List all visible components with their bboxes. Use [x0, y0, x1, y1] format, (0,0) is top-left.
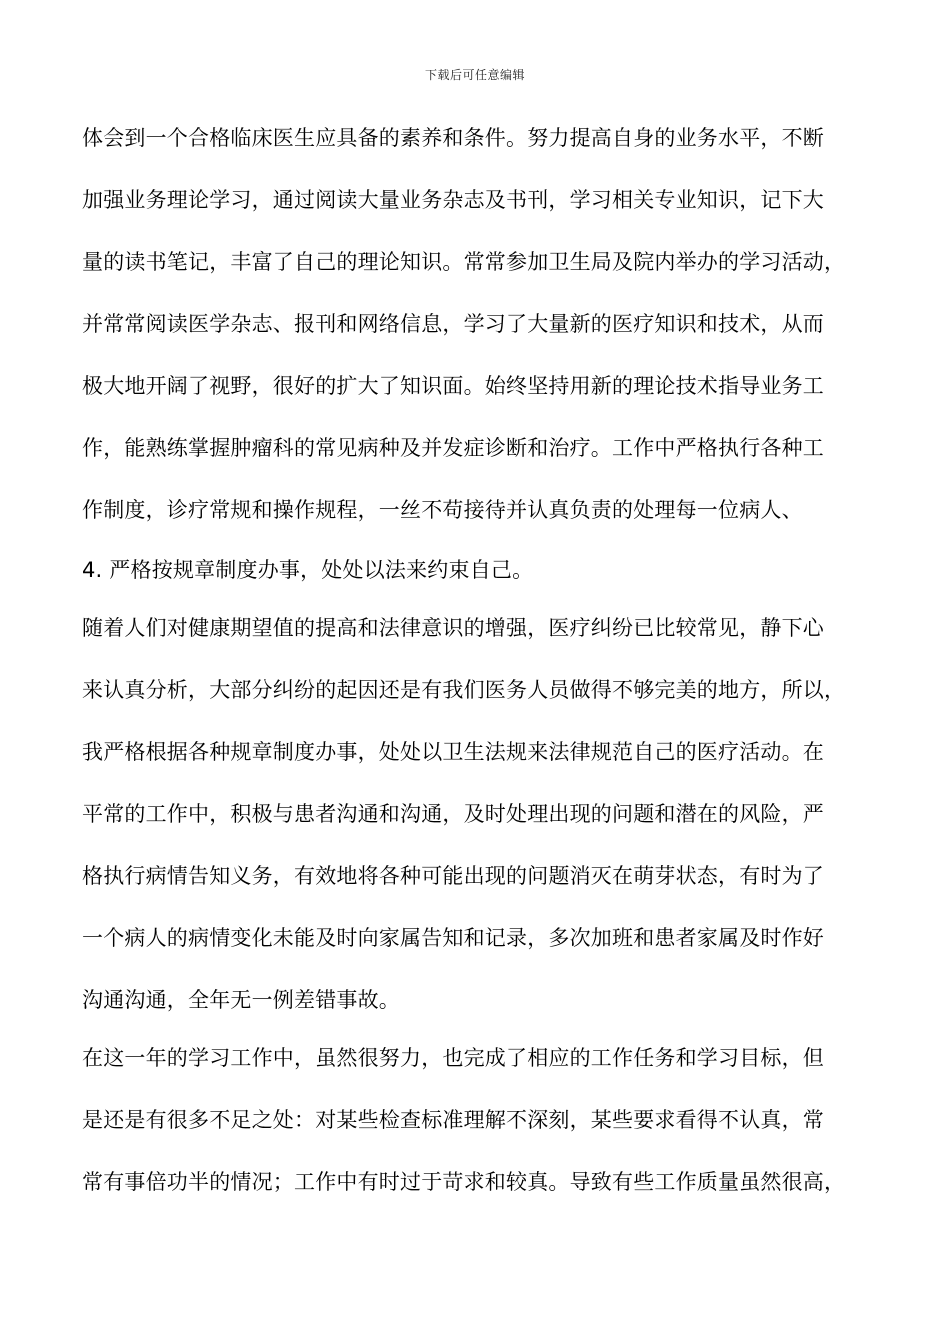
body-line-18: 常有事倍功半的情况；工作中有时过于苛求和较真。导致有些工作质量虽然很高，	[82, 1170, 846, 1194]
body-line-9: 随着人们对健康期望值的提高和法律意识的增强，医疗纠纷已比较常见，静下心	[82, 616, 824, 640]
page-header: 下载后可任意编辑	[424, 68, 525, 82]
body-line-13: 格执行病情告知义务，有效地将各种可能出现的问题消灭在萌芽状态，有时为了	[82, 864, 824, 888]
body-line-1: 体会到一个合格临床医生应具备的素养和条件。努力提高自身的业务水平，不断	[82, 126, 824, 150]
body-line-2: 加强业务理论学习，通过阅读大量业务杂志及书刊，学习相关专业知识，记下大	[82, 188, 824, 212]
body-line-15: 沟通沟通，全年无一例差错事故。	[82, 988, 400, 1012]
body-line-17: 是还是有很多不足之处：对某些检查标准理解不深刻，某些要求看得不认真，常	[82, 1108, 824, 1132]
body-line-6: 作，能熟练掌握肿瘤科的常见病种及并发症诊断和治疗。工作中严格执行各种工	[82, 436, 824, 460]
body-line-14: 一个病人的病情变化未能及时向家属告知和记录，多次加班和患者家属及时作好	[82, 926, 824, 950]
body-line-11: 我严格根据各种规章制度办事，处处以卫生法规来法律规范自己的医疗活动。在	[82, 740, 824, 764]
body-line-5: 极大地开阔了视野，很好的扩大了知识面。始终坚持用新的理论技术指导业务工	[82, 374, 824, 398]
body-line-4: 并常常阅读医学杂志、报刊和网络信息，学习了大量新的医疗知识和技术，从而	[82, 312, 824, 336]
body-line-3: 量的读书笔记，丰富了自己的理论知识。常常参加卫生局及院内举办的学习活动，	[82, 250, 846, 274]
body-line-12: 平常的工作中，积极与患者沟通和沟通，及时处理出现的问题和潜在的风险，严	[82, 802, 824, 826]
section-heading: 4. 严格按规章制度办事，处处以法来约束自己。	[82, 558, 534, 582]
body-line-10: 来认真分析，大部分纠纷的起因还是有我们医务人员做得不够完美的地方，所以，	[82, 678, 846, 702]
body-line-7: 作制度，诊疗常规和操作规程，一丝不苟接待并认真负责的处理每一位病人、	[82, 498, 803, 522]
body-line-16: 在这一年的学习工作中，虽然很努力，也完成了相应的工作任务和学习目标，但	[82, 1046, 824, 1070]
